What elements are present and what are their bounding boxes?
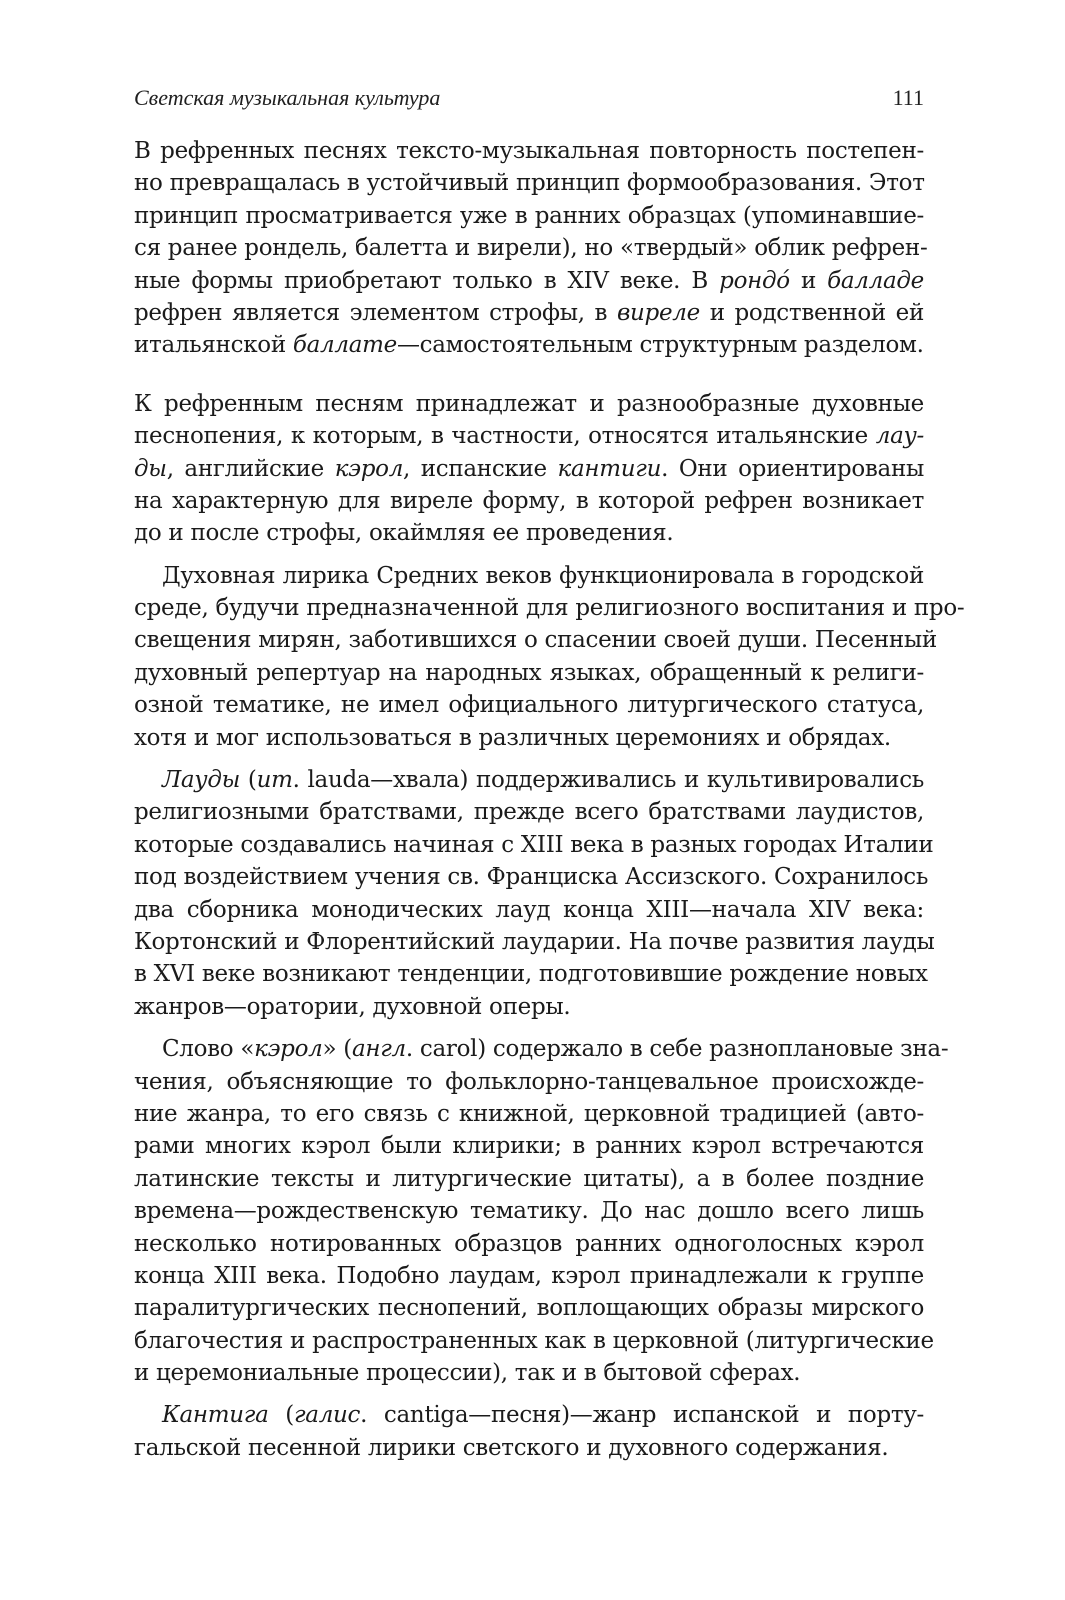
text-run: в XVI веке возникают тенденции, подготовившие рождение новых bbox=[134, 961, 928, 988]
text-run: несколько нотированных образцов ранних одноголосных кэрол bbox=[134, 1230, 924, 1257]
running-title: Светская музыкальная культура bbox=[134, 85, 441, 110]
text-line bbox=[134, 894, 924, 926]
text-line bbox=[134, 1066, 924, 1098]
text-line bbox=[134, 829, 934, 861]
text-run: принцип просматривается уже в ранних образцах (упоминавшие- bbox=[134, 202, 924, 229]
text-line bbox=[134, 861, 929, 893]
text-line bbox=[134, 796, 924, 828]
paragraph-p2 bbox=[134, 388, 924, 550]
italic-term: виреле bbox=[616, 299, 700, 326]
text-run: —самостоятельным структурным разделом. bbox=[396, 332, 924, 359]
text-run: жанров—оратории, духовной оперы. bbox=[134, 993, 571, 1020]
text-line bbox=[134, 764, 924, 796]
text-line bbox=[134, 200, 924, 232]
text-run: духовный репертуар на народных языках, обращенный к религи- bbox=[134, 659, 924, 686]
italic-term: лау- bbox=[875, 423, 924, 450]
body-text bbox=[134, 135, 965, 1464]
text-line bbox=[134, 991, 924, 1023]
text-run: рами многих кэрол были клирики; в ранних кэрол встречаются bbox=[134, 1133, 924, 1160]
text-line bbox=[134, 1033, 949, 1065]
text-line bbox=[134, 1357, 924, 1389]
text-run: рефрен является элементом строфы, в bbox=[134, 299, 617, 326]
paragraph-p1 bbox=[134, 135, 928, 362]
italic-term: кантиги bbox=[557, 455, 662, 482]
text-run: среде, будучи предназначенной для религиозного воспитания и про- bbox=[134, 595, 965, 622]
italic-term: ды bbox=[134, 455, 167, 482]
text-run: Слово « bbox=[162, 1036, 255, 1063]
text-run: на характерную для виреле форму, в которой рефрен возникает bbox=[134, 487, 924, 514]
text-line bbox=[134, 1195, 924, 1227]
text-line bbox=[134, 232, 928, 264]
text-run: ные формы приобретают только в XIV веке. В bbox=[134, 267, 720, 294]
text-run: чения, объясняющие то фольклорно-танцевальное происхожде- bbox=[134, 1068, 924, 1095]
text-run: . lauda—хвала) поддерживались и культивировались bbox=[292, 767, 924, 794]
paragraph-p3 bbox=[134, 560, 965, 754]
text-line bbox=[134, 329, 924, 361]
text-line bbox=[134, 1399, 924, 1431]
text-run: и родственной ей bbox=[699, 299, 925, 326]
text-run: конца XIII века. Подобно лаудам, кэрол принадлежали к группе bbox=[134, 1262, 924, 1289]
text-line bbox=[134, 926, 935, 958]
text-run: и церемониальные процессии), так и в бытовой сферах. bbox=[134, 1360, 801, 1387]
italic-term: баллате bbox=[292, 332, 397, 359]
italic-term: Лауды bbox=[162, 767, 241, 794]
italic-term: кэрол bbox=[334, 455, 404, 482]
italic-term: ит bbox=[256, 767, 293, 794]
text-line bbox=[134, 689, 924, 721]
text-run: В рефренных песнях тексто-музыкальная повторность постепен- bbox=[134, 138, 924, 164]
italic-term: англ bbox=[351, 1036, 406, 1063]
paragraph-p4 bbox=[134, 764, 935, 1023]
text-run: Духовная лирика Средних веков функционировала в городской bbox=[162, 562, 924, 589]
text-run: которые создавались начиная с XIII века в разных городах Италии bbox=[134, 831, 934, 858]
text-run: но превращалась в устойчивый принцип формообразования. Этот bbox=[134, 170, 925, 197]
text-run: Кортонский и Флорентийский лаударии. На почве развития лауды bbox=[134, 928, 935, 955]
italic-term: Кантига bbox=[162, 1402, 269, 1429]
text-line bbox=[134, 722, 924, 754]
text-line bbox=[134, 388, 924, 420]
text-run: К рефренным песням принадлежат и разнообразные духовные bbox=[134, 390, 924, 417]
text-run: времена—рождественскую тематику. До нас дошло всего лишь bbox=[134, 1198, 924, 1225]
text-run: и bbox=[789, 267, 828, 294]
text-line bbox=[134, 1130, 924, 1162]
text-line bbox=[134, 624, 937, 656]
text-run: , испанские bbox=[403, 455, 558, 482]
text-run: песнопения, к которым, в частности, относятся итальянские bbox=[134, 423, 876, 450]
italic-term: кэрол bbox=[254, 1036, 323, 1063]
text-run: ( bbox=[240, 767, 257, 794]
text-line bbox=[134, 1292, 924, 1324]
text-line bbox=[134, 560, 924, 592]
text-run: . carol) содержало в себе разноплановые зна- bbox=[405, 1036, 949, 1063]
text-line bbox=[134, 167, 924, 199]
text-run: благочестия и распространенных как в церковной (литургические bbox=[134, 1327, 934, 1354]
text-run: итальянской bbox=[134, 332, 293, 359]
text-line bbox=[134, 1260, 924, 1292]
text-run: ( bbox=[268, 1402, 294, 1429]
text-line bbox=[134, 265, 924, 297]
text-run: . cantiga—песня)—жанр испанской и порту- bbox=[360, 1402, 924, 1429]
text-run: , английские bbox=[166, 455, 335, 482]
text-run: паралитургических песнопений, воплощающих образы мирского bbox=[134, 1295, 924, 1322]
page-number: 111 bbox=[892, 85, 924, 110]
text-run: хотя и мог использоваться в различных церемониях и обрядах. bbox=[134, 724, 891, 751]
text-run: под воздействием учения св. Франциска Ассизского. Сохранилось bbox=[134, 864, 929, 891]
text-line bbox=[134, 657, 924, 689]
text-run: ние жанра, то его связь с книжной, церковной традицией (авто- bbox=[134, 1100, 924, 1127]
italic-term: балладе bbox=[827, 267, 924, 294]
text-run: » ( bbox=[322, 1036, 352, 1063]
text-run: ся ранее рондель, балетта и вирели), но «твердый» облик рефрен- bbox=[134, 235, 928, 262]
text-run: два сборника монодических лауд конца XIII—начала XIV века: bbox=[134, 896, 924, 923]
paragraph-p6 bbox=[134, 1399, 924, 1464]
text-run: гальской песенной лирики светского и духовного содержания. bbox=[134, 1434, 889, 1461]
text-line bbox=[134, 1325, 934, 1357]
text-line bbox=[134, 958, 928, 990]
text-line bbox=[134, 1228, 924, 1260]
text-line bbox=[134, 517, 924, 549]
text-run: . Они ориентированы bbox=[661, 455, 924, 482]
text-run: латинские тексты и литургические цитаты), а в более поздние bbox=[134, 1165, 924, 1192]
paragraph-p5 bbox=[134, 1033, 949, 1389]
text-run: озной тематике, не имел официального литургического статуса, bbox=[134, 692, 924, 719]
text-run: до и после строфы, окаймляя ее проведения. bbox=[134, 520, 674, 547]
italic-term: рондо́ bbox=[719, 267, 790, 294]
text-line bbox=[134, 592, 965, 624]
text-line bbox=[134, 453, 924, 485]
text-line bbox=[134, 1098, 924, 1130]
text-line bbox=[134, 1163, 924, 1195]
italic-term: галис bbox=[293, 1402, 361, 1429]
text-run: религиозными братствами, прежде всего братствами лаудистов, bbox=[134, 799, 924, 826]
text-line bbox=[134, 1432, 924, 1464]
text-run: свещения мирян, заботившихся о спасении своей души. Песенный bbox=[134, 627, 937, 654]
text-line bbox=[134, 420, 924, 452]
text-line bbox=[134, 485, 924, 517]
text-line bbox=[134, 297, 924, 329]
text-line bbox=[134, 135, 924, 167]
